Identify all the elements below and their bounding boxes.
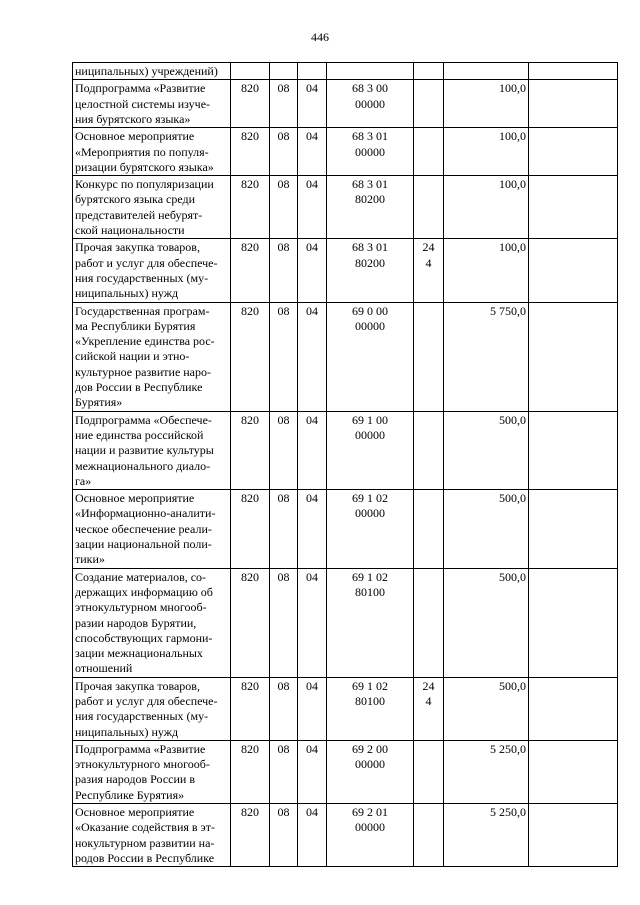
row-rz xyxy=(270,63,298,80)
page-number: 446 xyxy=(311,30,329,44)
row-pr: 04 xyxy=(298,568,327,677)
row-vr xyxy=(414,740,444,803)
row-ved: 820 xyxy=(231,490,270,568)
row-vr xyxy=(414,568,444,677)
row-name: Создание материалов, со- держащих информацию об этнокультурном многооб- разии народов Бурятии, способствующих гармони- зации межнациональных отношений xyxy=(73,568,231,677)
row-name: Основное мероприятие «Мероприятия по популя- ризации бурятского языка» xyxy=(73,128,231,176)
row-name: Прочая закупка товаров, работ и услуг для обеспече- ния государственных (му- ниципальных) нужд xyxy=(73,677,231,740)
row-extra xyxy=(529,411,618,489)
row-ved xyxy=(231,63,270,80)
row-name: Подпрограмма «Развитие целостной системы изуче- ния бурятского языка» xyxy=(73,80,231,128)
row-ved: 820 xyxy=(231,677,270,740)
row-csr: 69 1 02 00000 xyxy=(327,490,414,568)
row-rz: 08 xyxy=(270,302,298,411)
row-ved: 820 xyxy=(231,128,270,176)
row-rz: 08 xyxy=(270,128,298,176)
row-vr: 24 4 xyxy=(414,239,444,302)
row-extra xyxy=(529,239,618,302)
row-vr xyxy=(414,411,444,489)
row-ved: 820 xyxy=(231,176,270,239)
row-pr: 04 xyxy=(298,128,327,176)
row-sum: 100,0 xyxy=(444,128,529,176)
table-row xyxy=(73,239,618,302)
row-name: Прочая закупка товаров, работ и услуг для обеспече- ния государственных (му- ниципальных) нужд xyxy=(73,239,231,302)
row-sum: 500,0 xyxy=(444,568,529,677)
row-csr: 69 2 01 00000 xyxy=(327,804,414,867)
table-row xyxy=(73,740,618,803)
row-vr xyxy=(414,176,444,239)
table-row xyxy=(73,568,618,677)
row-vr xyxy=(414,302,444,411)
row-rz: 08 xyxy=(270,568,298,677)
row-ved: 820 xyxy=(231,302,270,411)
row-csr: 69 1 00 00000 xyxy=(327,411,414,489)
budget-table xyxy=(72,62,618,867)
row-rz: 08 xyxy=(270,740,298,803)
row-ved: 820 xyxy=(231,804,270,867)
row-rz: 08 xyxy=(270,239,298,302)
row-extra xyxy=(529,740,618,803)
row-pr: 04 xyxy=(298,677,327,740)
row-extra xyxy=(529,80,618,128)
row-extra xyxy=(529,490,618,568)
table-row xyxy=(73,176,618,239)
row-csr: 68 3 01 80200 xyxy=(327,239,414,302)
row-sum xyxy=(444,63,529,80)
row-csr: 68 3 01 00000 xyxy=(327,128,414,176)
row-csr: 69 0 00 00000 xyxy=(327,302,414,411)
row-sum: 100,0 xyxy=(444,80,529,128)
row-extra xyxy=(529,63,618,80)
row-csr: 69 1 02 80100 xyxy=(327,677,414,740)
table-row xyxy=(73,490,618,568)
row-name: Подпрограмма «Обеспече- ние единства российской нации и развитие культуры межнационального диало- га» xyxy=(73,411,231,489)
row-ved: 820 xyxy=(231,568,270,677)
row-name: Государственная програм- ма Республики Бурятия «Укрепление единства рос- сийской нации и этно- культурное развитие наро- дов России в Республике Бурятия» xyxy=(73,302,231,411)
row-sum: 500,0 xyxy=(444,411,529,489)
row-name: Подпрограмма «Развитие этнокультурного многооб- разия народов России в Республике Бурятия» xyxy=(73,740,231,803)
row-ved: 820 xyxy=(231,411,270,489)
table-row xyxy=(73,804,618,867)
table-row xyxy=(73,63,618,80)
table-row xyxy=(73,677,618,740)
row-pr: 04 xyxy=(298,411,327,489)
row-extra xyxy=(529,804,618,867)
row-rz: 08 xyxy=(270,490,298,568)
row-vr xyxy=(414,128,444,176)
row-pr: 04 xyxy=(298,490,327,568)
row-rz: 08 xyxy=(270,176,298,239)
row-sum: 5 750,0 xyxy=(444,302,529,411)
row-sum: 500,0 xyxy=(444,490,529,568)
row-extra xyxy=(529,302,618,411)
row-vr xyxy=(414,63,444,80)
row-extra xyxy=(529,176,618,239)
row-vr xyxy=(414,490,444,568)
row-extra xyxy=(529,568,618,677)
row-rz: 08 xyxy=(270,411,298,489)
row-sum: 5 250,0 xyxy=(444,804,529,867)
row-rz: 08 xyxy=(270,677,298,740)
row-sum: 100,0 xyxy=(444,176,529,239)
row-sum: 100,0 xyxy=(444,239,529,302)
row-csr: 69 2 00 00000 xyxy=(327,740,414,803)
row-name: ниципальных) учреждений) xyxy=(73,63,231,80)
row-pr: 04 xyxy=(298,804,327,867)
row-ved: 820 xyxy=(231,80,270,128)
row-sum: 500,0 xyxy=(444,677,529,740)
row-ved: 820 xyxy=(231,239,270,302)
row-name: Конкурс по популяризации бурятского языка среди представителей небурят- ской национальности xyxy=(73,176,231,239)
table-row xyxy=(73,302,618,411)
table-row xyxy=(73,411,618,489)
row-extra xyxy=(529,677,618,740)
row-pr: 04 xyxy=(298,740,327,803)
row-csr: 68 3 01 80200 xyxy=(327,176,414,239)
row-pr xyxy=(298,63,327,80)
table-row xyxy=(73,80,618,128)
table-row xyxy=(73,128,618,176)
row-pr: 04 xyxy=(298,239,327,302)
row-pr: 04 xyxy=(298,176,327,239)
row-pr: 04 xyxy=(298,80,327,128)
row-extra xyxy=(529,128,618,176)
row-rz: 08 xyxy=(270,804,298,867)
row-csr: 69 1 02 80100 xyxy=(327,568,414,677)
row-csr: 68 3 00 00000 xyxy=(327,80,414,128)
row-rz: 08 xyxy=(270,80,298,128)
row-vr: 24 4 xyxy=(414,677,444,740)
row-pr: 04 xyxy=(298,302,327,411)
row-ved: 820 xyxy=(231,740,270,803)
row-name: Основное мероприятие «Оказание содействия в эт- нокультурном развитии на- родов России в Республике xyxy=(73,804,231,867)
row-vr xyxy=(414,80,444,128)
row-vr xyxy=(414,804,444,867)
row-sum: 5 250,0 xyxy=(444,740,529,803)
row-name: Основное мероприятие «Информационно-аналити- ческое обеспечение реали- зации национальной поли- тики» xyxy=(73,490,231,568)
row-csr xyxy=(327,63,414,80)
